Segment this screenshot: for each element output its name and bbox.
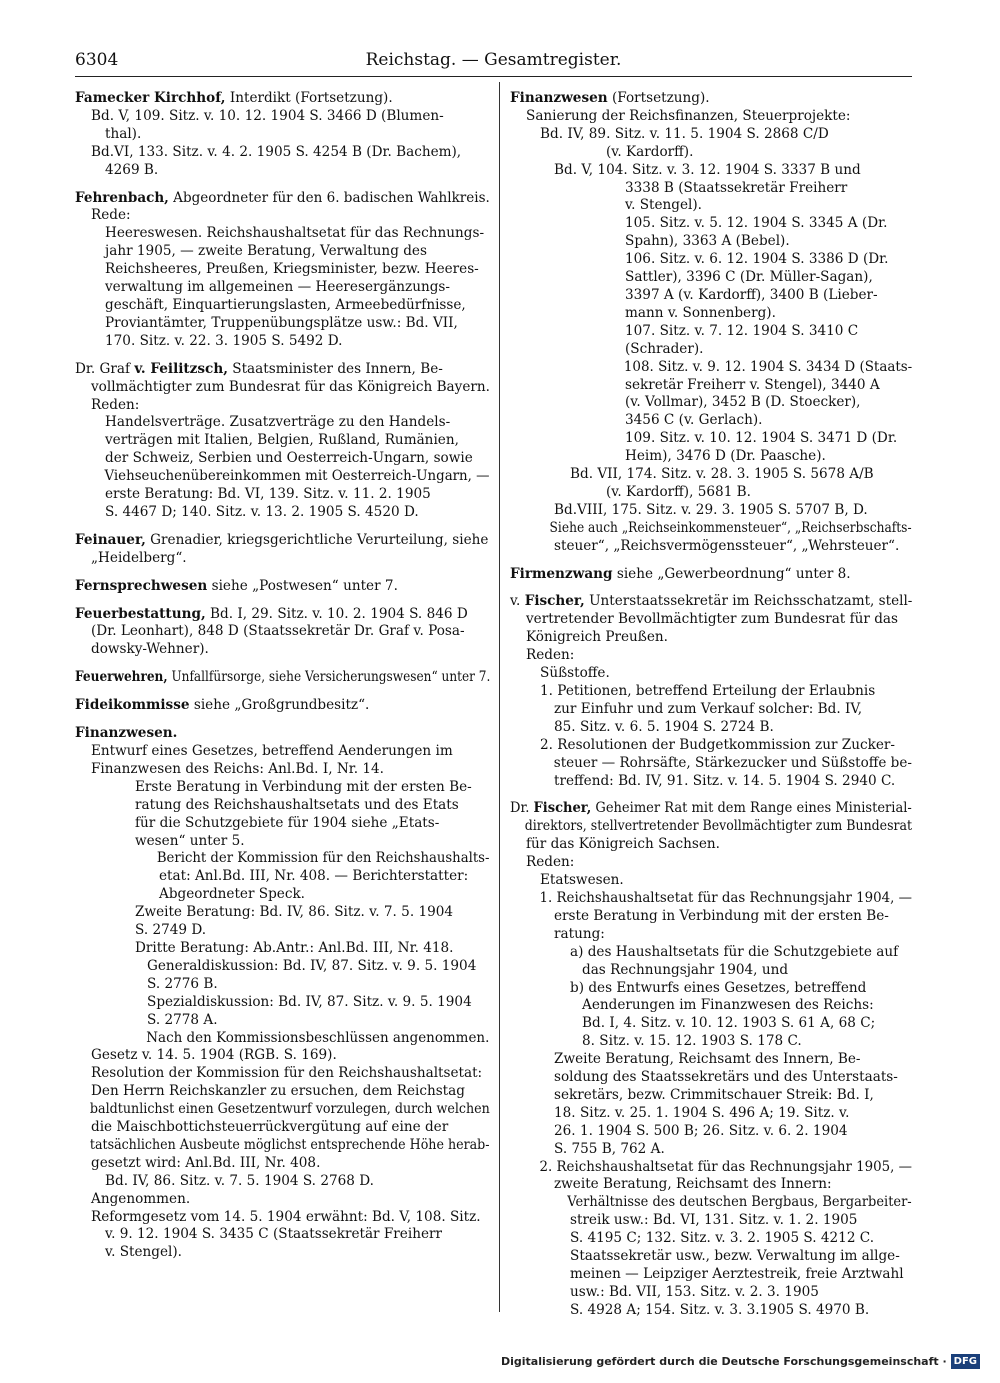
- entry-text: Sattler), 3396 C (Dr. Müller-Sagan),: [625, 269, 873, 286]
- entry-text: jahr 1905, — zweite Beratung, Verwaltung des: [105, 243, 427, 260]
- entry-line: [510, 108, 912, 126]
- entry-text: sekretär Freiherr v. Stengel), 3440 A: [625, 376, 880, 393]
- index-entry: [75, 90, 490, 180]
- entry-line: [510, 944, 912, 962]
- entry-text: ratung des Reichshaushaltsetats und des Etats: [135, 796, 459, 813]
- entry-line: [75, 397, 490, 415]
- entry-line: [510, 144, 912, 162]
- entry-line: [510, 1266, 912, 1284]
- entry-text: Bd. IV, 86. Sitz. v. 7. 5. 1904 S. 2768 D.: [105, 1172, 374, 1189]
- entry-line: [75, 904, 490, 922]
- entry-line: [510, 126, 912, 144]
- entry-text: Abgeordneter Speck.: [159, 886, 306, 903]
- entry-line: [510, 818, 913, 836]
- entry-line: [510, 1033, 912, 1051]
- entry-line: [75, 468, 490, 486]
- entry-line: [75, 1226, 490, 1244]
- entry-text: tatsächlichen Ausbeute möglichst entsprechende Höhe herab-: [89, 1136, 490, 1153]
- entry-line: [75, 1244, 490, 1262]
- entry-heading-line: [75, 606, 490, 624]
- entry-text: Heereswesen. Reichshaushaltsetat für das Rechnungs-: [105, 225, 485, 242]
- keyword: Fischer,: [524, 593, 585, 610]
- entry-text: Abgeordneter für den 6. badischen Wahlkreis.: [168, 189, 490, 206]
- entry-line: [510, 1302, 912, 1320]
- entry-line: [510, 287, 912, 305]
- entry-text: streik usw.: Bd. VI, 131. Sitz. v. 1. 2. 1905: [570, 1212, 858, 1229]
- entry-line: [75, 1012, 490, 1030]
- entry-line: [75, 504, 490, 522]
- entry-line: [75, 833, 490, 851]
- entry-line: [510, 180, 912, 198]
- entry-heading-line: [510, 566, 912, 584]
- entry-text: 170. Sitz. v. 22. 3. 1905 S. 5492 D.: [105, 332, 343, 349]
- entry-text: Königreich Preußen.: [526, 629, 669, 646]
- entry-line: [510, 1141, 912, 1159]
- entry-text: zweite Beratung, Reichsamt des Innern:: [554, 1176, 832, 1193]
- entry-line: [75, 297, 490, 315]
- entry-line: [75, 868, 490, 886]
- entry-text: siehe „Großgrundbesitz“.: [189, 697, 370, 714]
- entry-text: 26. 1. 1904 S. 500 B; 26. Sitz. v. 6. 2. 1904: [554, 1122, 848, 1139]
- entry-heading-line: [510, 593, 911, 611]
- entry-line: [510, 1176, 912, 1194]
- entry-text: für das Königreich Sachsen.: [526, 836, 720, 853]
- running-head: Reichstag. — Gesamtregister.: [365, 50, 622, 70]
- entry-text: (Dr. Leonhart), 848 D (Staatssekretär Dr. Graf v. Posa-: [91, 623, 465, 640]
- page-header: [75, 50, 912, 76]
- entry-text: thal).: [105, 125, 142, 142]
- entry-line: [510, 629, 912, 647]
- entry-text: steuer — Rohrsäfte, Stärkezucker und Süßstoffe be-: [553, 754, 912, 771]
- entry-text: mann v. Sonnenberg).: [625, 304, 776, 321]
- entry-text: Siehe auch „Reichseinkommensteuer“, „Reichserbschafts-: [549, 519, 912, 536]
- entry-line: [510, 484, 912, 502]
- entry-line: [510, 341, 912, 359]
- entry-line: [75, 641, 490, 659]
- entry-line: [75, 922, 490, 940]
- entry-line: [510, 1230, 912, 1248]
- keyword: Finanzwesen.: [75, 725, 178, 742]
- entry-line: [75, 550, 490, 568]
- entry-text: (v. Vollmar), 3452 B (D. Stoecker),: [625, 394, 861, 411]
- entry-text: gesetzt wird: Anl.Bd. III, Nr. 408.: [91, 1154, 321, 1171]
- entry-text: verträgen mit Italien, Belgien, Rußland, Rumänien,: [105, 432, 459, 449]
- entry-line: [75, 279, 490, 297]
- footer: [501, 1351, 980, 1371]
- entry-line: [510, 358, 913, 377]
- entry-line: [75, 1101, 490, 1119]
- entry-line: [510, 1051, 912, 1069]
- keyword: Fideikommisse: [75, 697, 190, 714]
- entry-line: [510, 755, 910, 773]
- entry-line: [75, 126, 490, 144]
- entry-text: (Fortsetzung).: [607, 90, 710, 106]
- entry-text: Nach den Kommissionsbeschlüssen angenommen.: [146, 1029, 490, 1046]
- index-entry: [510, 800, 912, 1319]
- entry-line: [75, 779, 490, 797]
- entry-line: [75, 379, 490, 397]
- entry-line: [510, 215, 912, 233]
- entry-line: [75, 623, 490, 641]
- entry-text: Etatswesen.: [540, 872, 624, 889]
- entry-text: Sanierung der Reichsfinanzen, Steuerprojekte:: [526, 107, 851, 124]
- entry-line: [75, 333, 490, 351]
- name-prefix: Dr.: [510, 800, 534, 817]
- entry-text: v. 9. 12. 1904 S. 3435 C (Staatssekretär Freiherr: [105, 1226, 442, 1243]
- entry-line: [75, 144, 490, 162]
- entry-line: [510, 1105, 912, 1123]
- entry-line: [510, 538, 912, 556]
- entry-text: 106. Sitz. v. 6. 12. 1904 S. 3386 D (Dr.: [625, 251, 889, 268]
- entry-line: [75, 1155, 490, 1173]
- entry-text: 85. Sitz. v. 6. 5. 1904 S. 2724 B.: [554, 718, 774, 735]
- index-entry: [75, 361, 490, 522]
- entry-line: [75, 815, 490, 833]
- index-entry: [75, 669, 490, 687]
- entry-line: [510, 701, 912, 719]
- entry-text: (Schrader).: [625, 340, 704, 357]
- entry-text: treffend: Bd. IV, 91. Sitz. v. 14. 5. 1904 S. 2940 C.: [554, 772, 896, 789]
- entry-line: [75, 1119, 490, 1137]
- entry-line: [510, 836, 912, 854]
- entry-text: Heim), 3476 D (Dr. Paasche).: [625, 448, 826, 465]
- column-divider: [499, 82, 500, 1312]
- entry-line: [510, 466, 912, 484]
- entry-line: [510, 377, 912, 395]
- entry-heading-line: [510, 90, 912, 108]
- entry-text: Interdikt (Fortsetzung).: [225, 90, 393, 106]
- entry-line: [75, 1083, 490, 1101]
- entry-line: [510, 1212, 912, 1230]
- entry-line: [510, 889, 912, 908]
- entry-text: Reichsheeres, Preußen, Kriegsminister, bezw. Heeres-: [105, 261, 479, 278]
- entry-line: [510, 908, 912, 926]
- entry-line: [75, 940, 490, 958]
- entry-line: [510, 251, 912, 269]
- entry-text: Staatsminister des Innern, Be-: [227, 360, 443, 377]
- entry-line: [510, 162, 912, 180]
- entry-text: das Rechnungsjahr 1904, und: [582, 961, 789, 978]
- entry-line: [75, 1209, 490, 1227]
- entry-text: 2. Resolutionen der Budgetkommission zur Zucker-: [540, 736, 895, 753]
- entry-heading-line: [510, 800, 912, 818]
- entry-text: S. 755 B, 762 A.: [554, 1140, 665, 1157]
- keyword: Finanzwesen: [510, 90, 608, 106]
- entry-text: Bd.VI, 133. Sitz. v. 4. 2. 1905 S. 4254 B (Dr. Bachem),: [91, 143, 462, 160]
- entry-text: Bericht der Kommission für den Reichshaushalts-: [156, 850, 490, 867]
- entry-text: 2. Reichshaushaltsetat für das Rechnungsjahr 1905, —: [539, 1158, 912, 1175]
- entry-line: [510, 430, 912, 448]
- left-column: [75, 90, 490, 1272]
- entry-heading-line: [75, 361, 490, 379]
- entry-line: [510, 323, 912, 341]
- entry-text: Rede:: [91, 207, 131, 224]
- index-entry: [510, 566, 912, 584]
- index-entry: [75, 190, 490, 351]
- entry-text: 3397 A (v. Kardorff), 3400 B (Lieber-: [625, 286, 878, 303]
- entry-line: [75, 761, 490, 779]
- entry-line: [75, 1191, 490, 1209]
- entry-text: 1. Petitionen, betreffend Erteilung der Erlaubnis: [540, 683, 876, 699]
- entry-line: [510, 1015, 912, 1033]
- footer-credit: Digitalisierung gefördert durch die Deutsche Forschungsgemeinschaft ·: [500, 1354, 947, 1368]
- entry-text: Den Herrn Reichskanzler zu ersuchen, dem Reichstag: [91, 1083, 465, 1100]
- entry-line: [75, 743, 490, 761]
- entry-line: [510, 737, 912, 755]
- entry-line: [75, 1029, 490, 1048]
- index-entry: [75, 697, 490, 715]
- entry-text: Bd. VII, 174. Sitz. v. 28. 3. 1905 S. 5678 A/B: [570, 466, 874, 483]
- keyword: Famecker Kirchhof,: [75, 90, 226, 106]
- entry-text: der Schweiz, Serbien und Oesterreich-Ungarn, sowie: [105, 450, 473, 467]
- entry-line: [75, 1136, 490, 1155]
- entry-text: Gesetz v. 14. 5. 1904 (RGB. S. 169).: [91, 1047, 337, 1064]
- entry-line: [75, 207, 490, 225]
- entry-text: Aenderungen im Finanzwesen des Reichs:: [582, 997, 874, 1014]
- entry-line: [510, 1284, 912, 1302]
- entry-line: [75, 225, 490, 243]
- entry-text: direktors, stellvertretender Bevollmächtigter zum Bundesrat: [524, 818, 913, 835]
- index-entry: [510, 593, 912, 790]
- entry-line: [510, 980, 912, 998]
- right-column: [510, 90, 912, 1330]
- entry-line: [75, 797, 490, 815]
- entry-text: v. Stengel).: [625, 197, 703, 214]
- entry-text: Resolution der Kommission für den Reichshaushaltsetat:: [91, 1065, 483, 1082]
- entry-text: Proviantämter, Truppenübungsplätze usw.: Bd. VII,: [105, 314, 458, 331]
- keyword: Fernsprechwesen: [75, 577, 208, 594]
- entry-text: vollmächtigter zum Bundesrat für das Königreich Bayern.: [91, 378, 490, 395]
- entry-text: Handelsverträge. Zusatzverträge zu den Handels-: [105, 414, 451, 431]
- entry-text: 107. Sitz. v. 7. 12. 1904 S. 3410 C: [625, 322, 859, 339]
- entry-line: [510, 197, 912, 215]
- entry-text: Entwurf eines Gesetzes, betreffend Aenderungen im: [91, 743, 453, 759]
- entry-heading-line: [75, 578, 490, 596]
- entry-text: sekretärs, bezw. Crimmitschauer Streik: Bd. I,: [554, 1086, 874, 1103]
- entry-line: [510, 665, 912, 683]
- index-entry: [75, 532, 490, 568]
- entry-text: Spahn), 3363 A (Bebel).: [625, 233, 790, 250]
- keyword: v. Feilitzsch,: [134, 360, 228, 377]
- entry-line: [510, 448, 912, 466]
- entry-text: meinen — Leipziger Aerztestreik, freie Arztwahl: [570, 1266, 904, 1282]
- entry-text: a) des Haushaltsetats für die Schutzgebiete auf: [570, 943, 899, 960]
- entry-text: Bd. I, 29. Sitz. v. 10. 2. 1904 S. 846 D: [205, 605, 468, 622]
- index-entry: [75, 725, 490, 1262]
- entry-text: Bd. I, 4. Sitz. v. 10. 12. 1903 S. 61 A, 68 C;: [582, 1015, 876, 1032]
- entry-line: [75, 414, 490, 432]
- entry-heading-line: [75, 725, 490, 743]
- entry-heading-line: [75, 669, 491, 687]
- entry-text: erste Beratung in Verbindung mit der ersten Be-: [554, 907, 889, 924]
- entry-text: 105. Sitz. v. 5. 12. 1904 S. 3345 A (Dr.: [625, 215, 888, 232]
- entry-line: [510, 997, 912, 1015]
- entry-text: Angenommen.: [91, 1190, 191, 1207]
- entry-text: Bd. V, 104. Sitz. v. 3. 12. 1904 S. 3337 B und: [554, 161, 861, 178]
- entry-text: Staatssekretär usw., bezw. Verwaltung im allge-: [570, 1248, 900, 1265]
- entry-text: S. 2778 A.: [147, 1011, 218, 1028]
- entry-text: steuer“, „Reichsvermögenssteuer“, „Wehrsteuer“.: [554, 537, 900, 554]
- entry-text: etat: Anl.Bd. III, Nr. 408. — Berichterstatter:: [159, 868, 469, 885]
- entry-text: Bd.VIII, 175. Sitz. v. 29. 3. 1905 S. 5707 B, D.: [554, 501, 868, 518]
- entry-text: 3456 C (v. Gerlach).: [625, 412, 763, 429]
- entry-text: Grenadier, kriegsgerichtliche Verurteilung, siehe: [145, 531, 489, 548]
- entry-text: Dritte Beratung: Ab.Antr.: Anl.Bd. III, Nr. 418.: [135, 939, 454, 956]
- entry-line: [510, 502, 912, 520]
- entry-line: [510, 1248, 912, 1266]
- entry-text: (v. Kardorff), 5681 B.: [606, 483, 751, 500]
- entry-text: S. 2776 B.: [147, 975, 218, 992]
- entry-text: 3338 B (Staatssekretär Freiherr: [625, 179, 848, 196]
- entry-line: [510, 269, 912, 287]
- entry-line: [510, 1194, 912, 1212]
- entry-text: dowsky-Wehner).: [91, 641, 209, 658]
- entry-text: wesen“ unter 5.: [135, 832, 245, 849]
- entry-line: [75, 1173, 490, 1191]
- entry-line: [75, 850, 490, 868]
- entry-text: 8. Sitz. v. 15. 12. 1903 S. 178 C.: [582, 1033, 802, 1050]
- entry-text: usw.: Bd. VII, 153. Sitz. v. 2. 3. 1905: [570, 1283, 819, 1300]
- entry-text: Geheimer Rat mit dem Range eines Ministerial-: [591, 800, 912, 817]
- entry-line: [510, 1069, 912, 1087]
- entry-line: [75, 315, 490, 333]
- entry-text: soldung des Staatssekretärs und des Unterstaats-: [554, 1069, 898, 1086]
- entry-text: siehe „Gewerbeordnung“ unter 8.: [612, 565, 851, 582]
- entry-text: Verhältnisse des deutschen Bergbaus, Bergarbeiter-: [567, 1194, 912, 1211]
- name-prefix: v.: [510, 593, 525, 610]
- index-entry: [75, 578, 490, 596]
- entry-text: „Heidelberg“.: [91, 549, 187, 566]
- entry-text: Unfallfürsorge, siehe Versicherungswesen“ unter 7.: [167, 669, 491, 686]
- entry-text: Süßstoffe.: [540, 665, 610, 682]
- entry-line: [75, 261, 490, 279]
- entry-text: geschäft, Einquartierungslasten, Armeebedürfnisse,: [105, 296, 466, 313]
- entry-text: Bd. V, 109. Sitz. v. 10. 12. 1904 S. 3466 D (Blumen-: [91, 107, 444, 124]
- entry-text: 18. Sitz. v. 25. 1. 1904 S. 496 A; 19. Sitz. v.: [554, 1104, 850, 1121]
- keyword: Firmenzwang: [510, 565, 613, 582]
- header-rule: [75, 76, 912, 77]
- name-prefix: Dr. Graf: [75, 360, 135, 377]
- entry-line: [510, 394, 912, 412]
- entry-text: siehe „Postwesen“ unter 7.: [207, 577, 398, 594]
- index-entry: [75, 606, 490, 660]
- dfg-logo: DFG: [951, 1354, 980, 1369]
- entry-text: erste Beratung: Bd. VI, 139. Sitz. v. 11. 2. 1905: [105, 486, 431, 503]
- page-number: 6304: [75, 50, 119, 70]
- entry-line: [510, 719, 912, 737]
- entry-heading-line: [75, 532, 490, 550]
- entry-text: S. 4467 D; 140. Sitz. v. 13. 2. 1905 S. 4520 D.: [105, 503, 419, 520]
- entry-line: [510, 1158, 912, 1177]
- entry-text: Viehseuchenübereinkommen mit Oesterreich-Ungarn, —: [104, 468, 490, 485]
- entry-line: [510, 962, 912, 980]
- entry-line: [75, 162, 490, 180]
- entry-line: [510, 683, 912, 701]
- entry-text: 109. Sitz. v. 10. 12. 1904 S. 3471 D (Dr.: [625, 430, 898, 447]
- entry-line: [510, 233, 912, 251]
- keyword: Fehrenbach,: [75, 189, 169, 206]
- entry-text: Erste Beratung in Verbindung mit der ersten Be-: [135, 778, 472, 795]
- entry-line: [75, 976, 490, 994]
- entry-text: Unterstaatssekretär im Reichsschatzamt, stell-: [584, 593, 913, 610]
- entry-line: [75, 958, 490, 976]
- entry-line: [75, 994, 490, 1012]
- entry-text: verwaltung im allgemeinen — Heeresergänzungs-: [105, 279, 450, 296]
- entry-line: [510, 872, 912, 890]
- entry-line: [75, 886, 490, 904]
- entry-line: [510, 412, 912, 430]
- entry-text: b) des Entwurfs eines Gesetzes, betreffend: [570, 979, 867, 996]
- entry-text: Zweite Beratung: Bd. IV, 86. Sitz. v. 7. 5. 1904: [135, 904, 454, 921]
- entry-line: [510, 1087, 912, 1105]
- keyword: Feuerbestattung,: [75, 605, 206, 622]
- entry-line: [75, 1065, 490, 1083]
- entry-line: [510, 926, 912, 944]
- entry-line: [75, 1047, 490, 1065]
- entry-heading-line: [75, 90, 490, 108]
- entry-text: 1. Reichshaushaltsetat für das Rechnungsjahr 1904, —: [539, 889, 912, 906]
- entry-text: Reformgesetz vom 14. 5. 1904 erwähnt: Bd. V, 108. Sitz.: [91, 1208, 481, 1225]
- entry-line: [510, 854, 912, 872]
- entry-text: (v. Kardorff).: [606, 143, 694, 160]
- entry-text: die Maischbottichsteuerrückvergütung auf eine der: [91, 1119, 449, 1136]
- entry-text: Generaldiskussion: Bd. IV, 87. Sitz. v. 9. 5. 1904: [147, 957, 477, 974]
- entry-text: Reden:: [526, 854, 575, 871]
- entry-line: [75, 432, 490, 450]
- entry-line: [510, 647, 912, 665]
- entry-text: Zweite Beratung, Reichsamt des Innern, Be-: [554, 1051, 861, 1068]
- entry-heading-line: [75, 190, 488, 208]
- entry-heading-line: [75, 697, 490, 715]
- entry-text: Finanzwesen des Reichs: Anl.Bd. I, Nr. 14.: [91, 760, 384, 777]
- keyword: Feinauer,: [75, 531, 146, 548]
- keyword: Fischer,: [533, 800, 592, 817]
- entry-text: Bd. IV, 89. Sitz. v. 11. 5. 1904 S. 2868 C/D: [540, 125, 829, 142]
- entry-text: vertretender Bevollmächtigter zum Bundesrat für das: [526, 611, 898, 628]
- entry-line: [75, 108, 490, 126]
- entry-line: [510, 773, 912, 791]
- entry-text: für die Schutzgebiete für 1904 siehe „Etats-: [135, 814, 440, 831]
- entry-text: S. 4928 A; 154. Sitz. v. 3. 3.1905 S. 4970 B.: [570, 1301, 870, 1318]
- entry-text: 4269 B.: [105, 161, 159, 178]
- entry-text: baldtunlichst einen Gesetzentwurf vorzulegen, durch welchen: [89, 1101, 490, 1118]
- entry-text: Reden:: [526, 647, 575, 664]
- entry-text: Spezialdiskussion: Bd. IV, 87. Sitz. v. 9. 5. 1904: [147, 993, 472, 1010]
- entry-text: ratung:: [554, 925, 605, 942]
- entry-text: Reden:: [91, 396, 140, 413]
- entry-text: zur Einfuhr und zum Verkauf solcher: Bd. IV,: [554, 700, 863, 717]
- entry-line: [510, 611, 912, 629]
- keyword: Feuerwehren,: [75, 669, 168, 686]
- entry-line: [510, 1123, 912, 1141]
- entry-text: S. 2749 D.: [135, 922, 207, 939]
- entry-text: 108. Sitz. v. 9. 12. 1904 S. 3434 D (Staats-: [623, 358, 913, 375]
- entry-line: [75, 450, 490, 468]
- entry-line: [75, 243, 490, 261]
- entry-line: [510, 519, 912, 538]
- index-entry: [510, 90, 912, 556]
- entry-text: S. 4195 C; 132. Sitz. v. 3. 2. 1905 S. 4212 C.: [570, 1230, 875, 1247]
- entry-text: v. Stengel).: [105, 1244, 183, 1261]
- entry-line: [75, 486, 490, 504]
- entry-line: [510, 305, 912, 323]
